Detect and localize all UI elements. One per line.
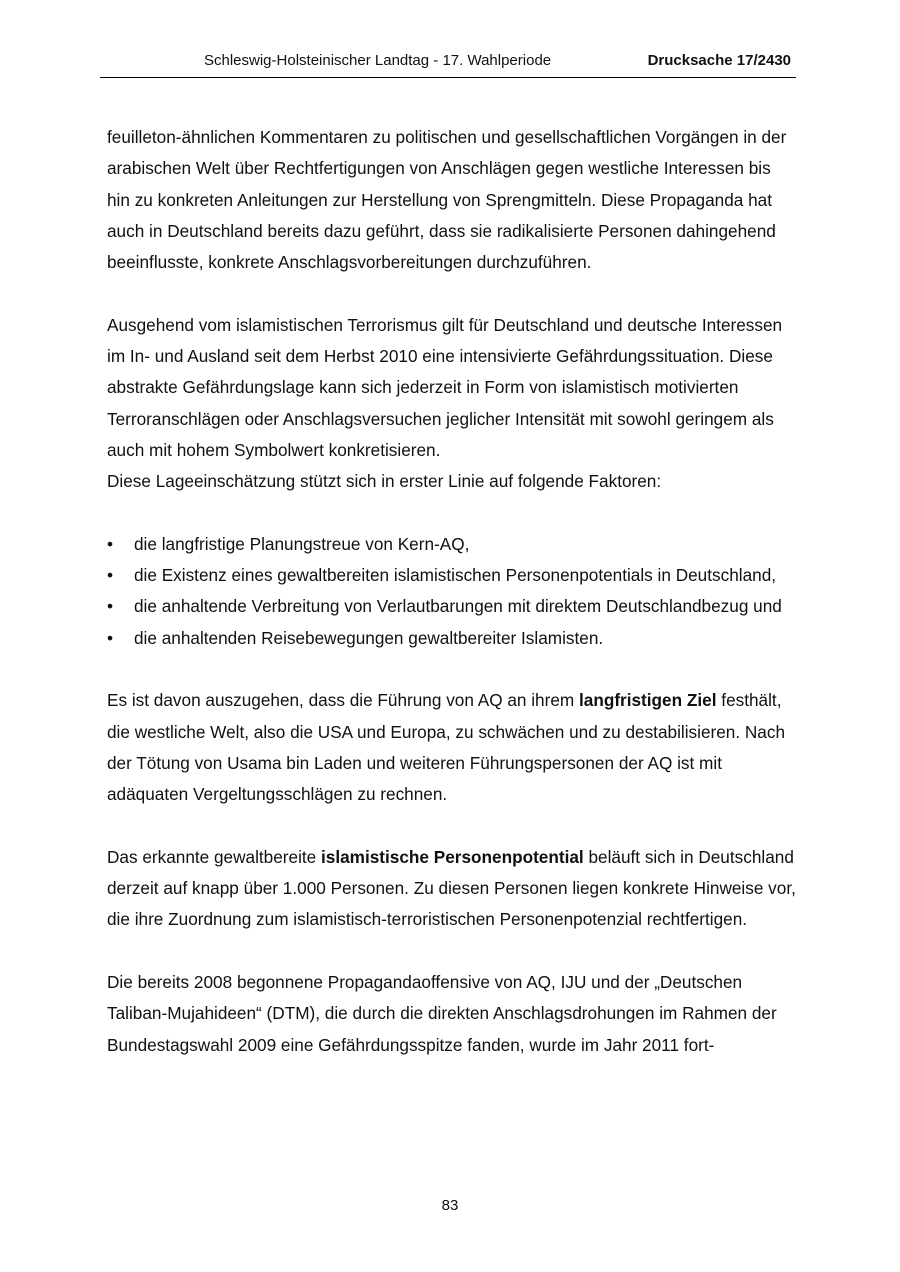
list-item [107, 591, 797, 622]
paragraph-spacer [107, 278, 797, 309]
list-item-text: die langfristige Planungstreue von Kern-AQ, [134, 533, 470, 554]
header-title: Schleswig-Holsteinischer Landtag - 17. Wahlperiode [204, 52, 552, 69]
paragraph-spacer [107, 811, 797, 842]
emphasis-personenpotential: islamistische Personenpotential [321, 846, 584, 867]
paragraph-text: Es ist davon auszugehen, dass die Führung von AQ an ihrem [107, 690, 579, 711]
factor-list [107, 529, 797, 654]
list-item-text: die Existenz eines gewaltbereiten islamistischen Personenpotentials in Deutschland, [134, 565, 777, 586]
paragraph-langfristiges-ziel [107, 685, 797, 810]
document-body [107, 122, 797, 1061]
bullet-icon: • [107, 627, 114, 648]
paragraph-lageeinschaetzung: Diese Lageeinschätzung stützt sich in erster Linie auf folgende Faktoren: [107, 471, 662, 492]
paragraph-personenpotential [107, 842, 797, 936]
list-item-text: die anhaltenden Reisebewegungen gewaltbereiter Islamisten. [134, 627, 604, 648]
paragraph-text: Das erkannte gewaltbereite [107, 846, 322, 867]
bullet-icon: • [107, 565, 114, 586]
paragraph-text: beläuft sich in Deutschland derzeit auf knapp über 1.000 Personen. Zu diesen Personen liegen konkrete Hinweise vor, die ihre Zuordnung zum islamistisch-terroristischen Personenpotenzial rechtfertigen. [107, 846, 796, 930]
paragraph-propaganda: feuilleton-ähnlichen Kommentaren zu politischen und gesellschaftlichen Vorgängen in der arabischen Welt über Rechtfertigungen von Anschlägen gegen westliche Interessen bis hin zu konkreten Anleitungen zur Herstellung von Sprengmitteln. Diese Propaganda hat auch in Deutschland bereits dazu geführt, dass sie radikalisierte Personen dahingehend beeinflusste, konkrete Anschlagsvorbereitungen durchzuführen. [107, 127, 787, 273]
page-header [100, 48, 796, 78]
drucksache-number: Drucksache 17/2430 [647, 52, 791, 69]
bullet-icon: • [107, 533, 114, 554]
paragraph-text: festhält, die westliche Welt, also die USA und Europa, zu schwächen und zu destabilisieren. Nach der Tötung von Usama bin Laden und weiteren Führungspersonen der AQ ist mit adäquaten Vergeltungsschlägen zu rechnen. [107, 690, 786, 805]
list-item [107, 529, 797, 560]
bullet-icon: • [107, 596, 114, 617]
paragraph-spacer [107, 498, 797, 529]
list-item [107, 623, 797, 654]
paragraph-propagandaoffensive: Die bereits 2008 begonnene Propagandaoffensive von AQ, IJU und der „Deutschen Taliban-Mujahideen“ (DTM), die durch die direkten Anschlagsdrohungen im Rahmen der Bundestagswahl 2009 eine Gefährdungsspitze fanden, wurde im Jahr 2011 fort- [107, 972, 777, 1055]
paragraph-spacer [107, 654, 797, 685]
list-item-text: die anhaltende Verbreitung von Verlautbarungen mit direktem Deutschlandbezug und [134, 596, 782, 617]
emphasis-langfristigen-ziel: langfristigen Ziel [578, 690, 717, 711]
paragraph-spacer [107, 936, 797, 967]
page-number: 83 [441, 1197, 459, 1214]
list-item [107, 560, 797, 591]
paragraph-gefaehrdungssituation: Ausgehend vom islamistischen Terrorismus gilt für Deutschland und deutsche Interessen im In- und Ausland seit dem Herbst 2010 eine intensivierte Gefährdungssituation. Diese abstrakte Gefährdungslage kann sich jederzeit in Form von islamistisch motivierten Terroranschlägen oder Anschlagsversuchen jeglicher Intensität mit sowohl geringem als auch mit hohem Symbolwert konkretisieren. [107, 314, 783, 460]
